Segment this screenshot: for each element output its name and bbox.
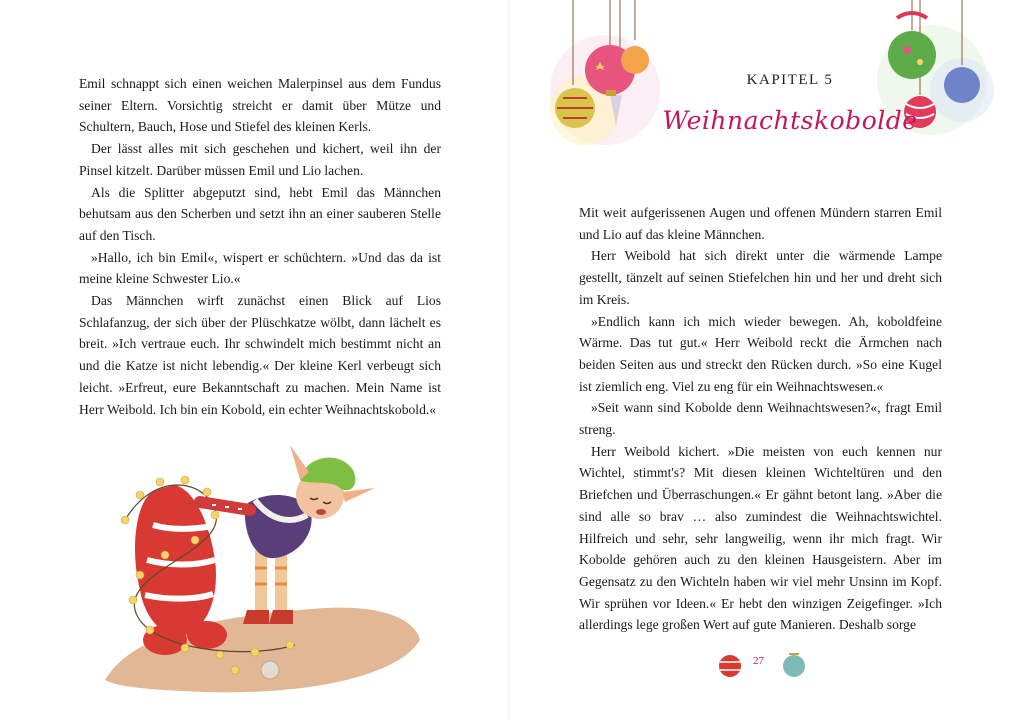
- paragraph: Emil schnappt sich einen weichen Malerpinsel aus dem Fundus seiner Eltern. Vorsichtig streicht er damit über Mütze und Schultern, Bauch, Hose und Stiefel des kleinen Kerls.: [79, 76, 441, 135]
- chapter-label: KAPITEL 5: [746, 72, 834, 88]
- page-number: 27: [753, 655, 764, 667]
- chapter-title: Weihnachtskobolde: [662, 106, 918, 135]
- right-page: [510, 0, 1020, 720]
- paragraph: Mit weit aufgerissenen Augen und offenen Mündern starren Emil und Lio auf das kleine Männchen.: [579, 205, 942, 242]
- paragraph: Das Männchen wirft zunächst einen Blick auf Lios Schlafanzug, der sich über der Plüschkatze wölbt, dann lächelt es breit. »Ich vertraue euch. Ihr schwindelt mich bestimmt nicht an und die Katze ist nicht lebendig.« Der kleine Kerl verbeugt sich leicht. »Erfreut, eure Bekanntschaft zu machen. Mein Name ist Herr Weibold. Ich bin ein Kobold, ein echter Weihnachtskobold.«: [79, 293, 441, 417]
- left-page-text: [79, 73, 441, 420]
- right-page-text: [579, 202, 942, 636]
- paragraph: »Seit wann sind Kobolde denn Weihnachtswesen?«, fragt Emil streng.: [579, 400, 942, 438]
- kobold-and-cat-illustration: [95, 430, 425, 700]
- paragraph: »Hallo, ich bin Emil«, wispert er schüchtern. »Und das da ist meine kleine Schwester Lio.«: [79, 249, 441, 287]
- paragraph: Der lässt alles mit sich geschehen und kichert, weil ihn der Pinsel kitzelt. Darüber müssen Emil und Lio lachen.: [79, 141, 441, 178]
- paragraph: Herr Weibold hat sich direkt unter die wärmende Lampe gestellt, tänzelt auf seinen Stiefelchen hin und her und dreht sich im Kreis.: [579, 248, 942, 307]
- paragraph: Herr Weibold kichert. »Die meisten von euch kennen nur Wichtel, stimmt's? Mit diesen kleinen Wichteltüren und den Briefchen und Überraschungen.« Er gähnt betont lang. »Aber die sind alle so brav … also zumindest die Weihnachtswichtel. Hilfreich und sehr, sehr langweilig, wenn ihr mich fragt. Wir Kobolde gehören auch zu den kleinen Hausgeistern. Aber im Gegensatz zu den Wichteln haben wir viel mehr Unsinn im Kopf. Wir sprühen vor Ideen.« Er hebt den winzigen Zeigefinger. »Ich allerdings lege großen Wert auf gute Manieren. Deshalb sorge: [579, 443, 942, 633]
- paragraph: »Endlich kann ich mich wieder bewegen. Ah, koboldfeine Wärme. Das tut gut.« Herr Weibold reckt die Ärmchen nach beiden Seiten aus und streckt den Rücken durch. »So eine Kugel ist ziemlich eng. Viel zu eng für ein Weihnachtswesen.«: [579, 313, 942, 394]
- paragraph: Als die Splitter abgeputzt sind, hebt Emil das Männchen behutsam aus den Scherben und setzt ihn an einer sauberen Stelle auf den Tisch.: [79, 184, 441, 243]
